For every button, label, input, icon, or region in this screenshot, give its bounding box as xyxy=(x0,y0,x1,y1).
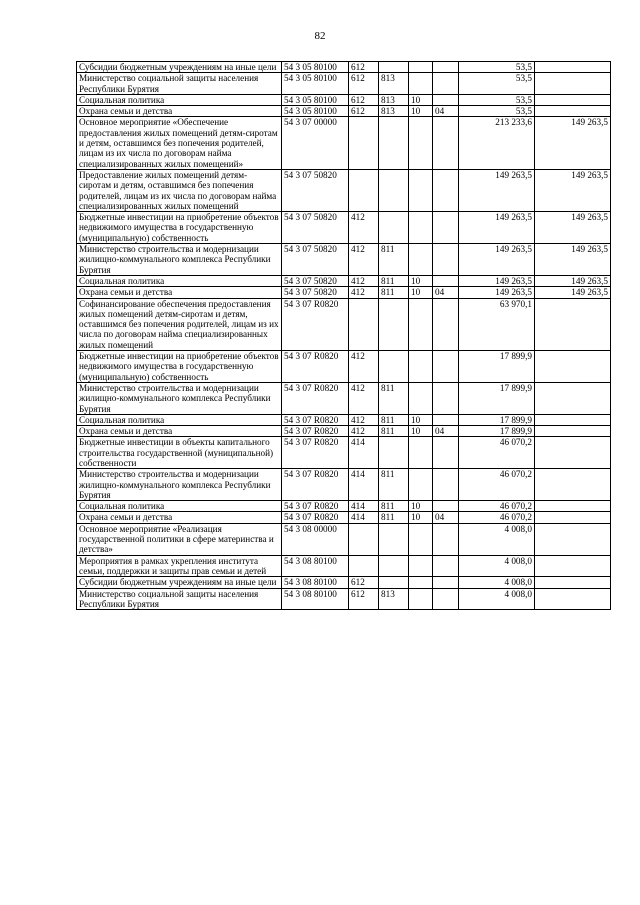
item-name: Бюджетные инвестиции в объекты капитального строительства государственной (муниципальной) собственности xyxy=(77,437,282,469)
expense-type-code: 414 xyxy=(349,512,379,523)
section-code xyxy=(409,523,433,555)
table-row xyxy=(77,382,611,414)
table-row xyxy=(77,244,611,276)
expense-type-code: 412 xyxy=(349,426,379,437)
amount-federal xyxy=(535,512,611,523)
section-code xyxy=(409,244,433,276)
target-article-code: 54 3 08 00000 xyxy=(282,523,349,555)
target-article-code: 54 3 07 50820 xyxy=(282,275,349,286)
item-name: Бюджетные инвестиции на приобретение объектов недвижимого имущества в государственную (муниципальную) собственность xyxy=(77,351,282,383)
section-code: 10 xyxy=(409,414,433,425)
expense-type-code: 414 xyxy=(349,437,379,469)
amount-total: 53,5 xyxy=(459,73,535,95)
amount-total: 53,5 xyxy=(459,94,535,105)
ministry-code: 811 xyxy=(379,287,409,298)
amount-total: 17 899,9 xyxy=(459,351,535,383)
item-name: Социальная политика xyxy=(77,501,282,512)
expense-type-code xyxy=(349,523,379,555)
table-row xyxy=(77,94,611,105)
item-name: Социальная политика xyxy=(77,275,282,286)
amount-federal xyxy=(535,437,611,469)
subsection-code: 04 xyxy=(433,287,459,298)
section-code xyxy=(409,298,433,350)
amount-total: 213 233,6 xyxy=(459,117,535,169)
amount-federal xyxy=(535,469,611,501)
expense-type-code: 612 xyxy=(349,106,379,117)
amount-federal xyxy=(535,555,611,577)
section-code xyxy=(409,588,433,610)
amount-federal xyxy=(535,351,611,383)
expense-type-code: 414 xyxy=(349,469,379,501)
expense-type-code: 412 xyxy=(349,351,379,383)
amount-total: 149 263,5 xyxy=(459,275,535,286)
amount-federal xyxy=(535,577,611,588)
target-article-code: 54 3 07 50820 xyxy=(282,169,349,211)
ministry-code xyxy=(379,351,409,383)
amount-total: 4 008,0 xyxy=(459,523,535,555)
table-row xyxy=(77,588,611,610)
ministry-code: 813 xyxy=(379,588,409,610)
amount-total: 63 970,1 xyxy=(459,298,535,350)
section-code: 10 xyxy=(409,275,433,286)
target-article-code: 54 3 07 R0820 xyxy=(282,298,349,350)
amount-federal: 149 263,5 xyxy=(535,275,611,286)
target-article-code: 54 3 07 R0820 xyxy=(282,469,349,501)
subsection-code xyxy=(433,414,459,425)
ministry-code: 811 xyxy=(379,275,409,286)
table-row xyxy=(77,414,611,425)
expense-type-code: 414 xyxy=(349,501,379,512)
amount-total: 4 008,0 xyxy=(459,588,535,610)
item-name: Министерство строительства и модернизации жилищно-коммунального комплекса Республики Бурятия xyxy=(77,469,282,501)
ministry-code xyxy=(379,117,409,169)
subsection-code xyxy=(433,275,459,286)
expense-type-code xyxy=(349,298,379,350)
table-row xyxy=(77,577,611,588)
table-row xyxy=(77,73,611,95)
expense-type-code: 412 xyxy=(349,382,379,414)
item-name: Субсидии бюджетным учреждениям на иные цели xyxy=(77,577,282,588)
expense-type-code: 612 xyxy=(349,577,379,588)
subsection-code xyxy=(433,469,459,501)
table-row xyxy=(77,512,611,523)
table-row xyxy=(77,523,611,555)
amount-federal xyxy=(535,382,611,414)
expense-type-code: 412 xyxy=(349,275,379,286)
section-code xyxy=(409,382,433,414)
section-code xyxy=(409,73,433,95)
subsection-code: 04 xyxy=(433,512,459,523)
ministry-code xyxy=(379,577,409,588)
ministry-code: 811 xyxy=(379,426,409,437)
expense-type-code: 612 xyxy=(349,73,379,95)
section-code xyxy=(409,437,433,469)
item-name: Субсидии бюджетным учреждениям на иные цели xyxy=(77,62,282,73)
target-article-code: 54 3 05 80100 xyxy=(282,73,349,95)
ministry-code: 813 xyxy=(379,73,409,95)
table-body xyxy=(77,62,611,610)
item-name: Охрана семьи и детства xyxy=(77,106,282,117)
expense-type-code: 412 xyxy=(349,212,379,244)
page-number: 82 xyxy=(314,30,326,42)
ministry-code: 813 xyxy=(379,106,409,117)
ministry-code xyxy=(379,523,409,555)
table-row xyxy=(77,62,611,73)
item-name: Охрана семьи и детства xyxy=(77,287,282,298)
section-code xyxy=(409,117,433,169)
amount-federal xyxy=(535,588,611,610)
amount-federal xyxy=(535,94,611,105)
ministry-code: 811 xyxy=(379,512,409,523)
amount-federal: 149 263,5 xyxy=(535,244,611,276)
amount-federal xyxy=(535,501,611,512)
item-name: Социальная политика xyxy=(77,94,282,105)
target-article-code: 54 3 08 80100 xyxy=(282,555,349,577)
amount-total: 149 263,5 xyxy=(459,169,535,211)
table-row xyxy=(77,169,611,211)
ministry-code: 811 xyxy=(379,414,409,425)
subsection-code: 04 xyxy=(433,106,459,117)
subsection-code xyxy=(433,588,459,610)
target-article-code: 54 3 07 R0820 xyxy=(282,351,349,383)
target-article-code: 54 3 07 50820 xyxy=(282,244,349,276)
subsection-code xyxy=(433,73,459,95)
table-row xyxy=(77,106,611,117)
section-code xyxy=(409,62,433,73)
section-code: 10 xyxy=(409,426,433,437)
section-code: 10 xyxy=(409,501,433,512)
amount-total: 46 070,2 xyxy=(459,437,535,469)
target-article-code: 54 3 07 00000 xyxy=(282,117,349,169)
target-article-code: 54 3 05 80100 xyxy=(282,62,349,73)
ministry-code xyxy=(379,437,409,469)
amount-federal: 149 263,5 xyxy=(535,212,611,244)
expense-type-code: 412 xyxy=(349,414,379,425)
amount-federal xyxy=(535,414,611,425)
subsection-code xyxy=(433,244,459,276)
amount-federal: 149 263,5 xyxy=(535,287,611,298)
target-article-code: 54 3 07 50820 xyxy=(282,212,349,244)
ministry-code: 813 xyxy=(379,94,409,105)
budget-table xyxy=(76,61,611,610)
amount-federal xyxy=(535,523,611,555)
subsection-code xyxy=(433,298,459,350)
subsection-code xyxy=(433,382,459,414)
table-row xyxy=(77,287,611,298)
section-code: 10 xyxy=(409,287,433,298)
expense-type-code xyxy=(349,117,379,169)
item-name: Социальная политика xyxy=(77,414,282,425)
item-name: Министерство строительства и модернизации жилищно-коммунального комплекса Республики Бурятия xyxy=(77,244,282,276)
subsection-code xyxy=(433,555,459,577)
amount-total: 53,5 xyxy=(459,106,535,117)
target-article-code: 54 3 07 R0820 xyxy=(282,437,349,469)
item-name: Бюджетные инвестиции на приобретение объектов недвижимого имущества в государственную (муниципальную) собственность xyxy=(77,212,282,244)
amount-total: 53,5 xyxy=(459,62,535,73)
amount-federal xyxy=(535,298,611,350)
target-article-code: 54 3 08 80100 xyxy=(282,577,349,588)
amount-total: 149 263,5 xyxy=(459,244,535,276)
expense-type-code: 412 xyxy=(349,287,379,298)
item-name: Министерство социальной защиты населения Республики Бурятия xyxy=(77,73,282,95)
amount-federal xyxy=(535,73,611,95)
section-code: 10 xyxy=(409,94,433,105)
ministry-code: 811 xyxy=(379,469,409,501)
item-name: Основное мероприятие «Реализация государственной политики в сфере материнства и детства» xyxy=(77,523,282,555)
table-row xyxy=(77,275,611,286)
ministry-code xyxy=(379,169,409,211)
amount-total: 17 899,9 xyxy=(459,426,535,437)
subsection-code xyxy=(433,523,459,555)
section-code xyxy=(409,469,433,501)
target-article-code: 54 3 07 R0820 xyxy=(282,512,349,523)
subsection-code xyxy=(433,437,459,469)
item-name: Министерство социальной защиты населения Республики Бурятия xyxy=(77,588,282,610)
table-row xyxy=(77,117,611,169)
target-article-code: 54 3 05 80100 xyxy=(282,106,349,117)
subsection-code: 04 xyxy=(433,426,459,437)
ministry-code: 811 xyxy=(379,382,409,414)
amount-federal xyxy=(535,106,611,117)
amount-total: 46 070,2 xyxy=(459,469,535,501)
subsection-code xyxy=(433,117,459,169)
expense-type-code: 412 xyxy=(349,244,379,276)
item-name: Министерство строительства и модернизации жилищно-коммунального комплекса Республики Бурятия xyxy=(77,382,282,414)
expense-type-code: 612 xyxy=(349,588,379,610)
section-code: 10 xyxy=(409,106,433,117)
section-code: 10 xyxy=(409,512,433,523)
amount-total: 4 008,0 xyxy=(459,577,535,588)
section-code xyxy=(409,212,433,244)
expense-type-code: 612 xyxy=(349,62,379,73)
item-name: Предоставление жилых помещений детям-сиротам и детям, оставшимся без попечения родителей, лицам из их числа по договорам найма специализированных жилых помещений xyxy=(77,169,282,211)
item-name: Софинансирование обеспечения предоставления жилых помещений детям-сиротам и детям, оставшимся без попечения родителей, лицам из их числа по договорам найма специализированных жилых помещений xyxy=(77,298,282,350)
ministry-code: 811 xyxy=(379,244,409,276)
section-code xyxy=(409,577,433,588)
table-row xyxy=(77,212,611,244)
ministry-code: 811 xyxy=(379,501,409,512)
amount-total: 46 070,2 xyxy=(459,512,535,523)
subsection-code xyxy=(433,577,459,588)
ministry-code xyxy=(379,212,409,244)
amount-total: 17 899,9 xyxy=(459,414,535,425)
table-row xyxy=(77,351,611,383)
expense-type-code: 612 xyxy=(349,94,379,105)
amount-total: 149 263,5 xyxy=(459,287,535,298)
table-row xyxy=(77,426,611,437)
section-code xyxy=(409,555,433,577)
amount-total: 4 008,0 xyxy=(459,555,535,577)
ministry-code xyxy=(379,555,409,577)
subsection-code xyxy=(433,212,459,244)
amount-federal xyxy=(535,62,611,73)
target-article-code: 54 3 08 80100 xyxy=(282,588,349,610)
item-name: Охрана семьи и детства xyxy=(77,426,282,437)
amount-federal xyxy=(535,426,611,437)
table-row xyxy=(77,555,611,577)
section-code xyxy=(409,169,433,211)
amount-total: 17 899,9 xyxy=(459,382,535,414)
expense-type-code xyxy=(349,555,379,577)
item-name: Основное мероприятие «Обеспечение предоставления жилых помещений детям-сиротам и детям, оставшимся без попечения родителей, лицам из их числа по договорам найма специализированных жилых помещений» xyxy=(77,117,282,169)
amount-total: 46 070,2 xyxy=(459,501,535,512)
section-code xyxy=(409,351,433,383)
item-name: Охрана семьи и детства xyxy=(77,512,282,523)
expense-type-code xyxy=(349,169,379,211)
table-row xyxy=(77,437,611,469)
table-row xyxy=(77,298,611,350)
ministry-code xyxy=(379,62,409,73)
amount-federal: 149 263,5 xyxy=(535,117,611,169)
subsection-code xyxy=(433,169,459,211)
item-name: Мероприятия в рамках укрепления института семьи, поддержки и защиты прав семьи и детей xyxy=(77,555,282,577)
subsection-code xyxy=(433,94,459,105)
ministry-code xyxy=(379,298,409,350)
subsection-code xyxy=(433,62,459,73)
target-article-code: 54 3 07 R0820 xyxy=(282,426,349,437)
table-row xyxy=(77,501,611,512)
target-article-code: 54 3 07 50820 xyxy=(282,287,349,298)
target-article-code: 54 3 07 R0820 xyxy=(282,382,349,414)
target-article-code: 54 3 07 R0820 xyxy=(282,414,349,425)
amount-total: 149 263,5 xyxy=(459,212,535,244)
amount-federal: 149 263,5 xyxy=(535,169,611,211)
table-row xyxy=(77,469,611,501)
subsection-code xyxy=(433,501,459,512)
subsection-code xyxy=(433,351,459,383)
target-article-code: 54 3 07 R0820 xyxy=(282,501,349,512)
target-article-code: 54 3 05 80100 xyxy=(282,94,349,105)
